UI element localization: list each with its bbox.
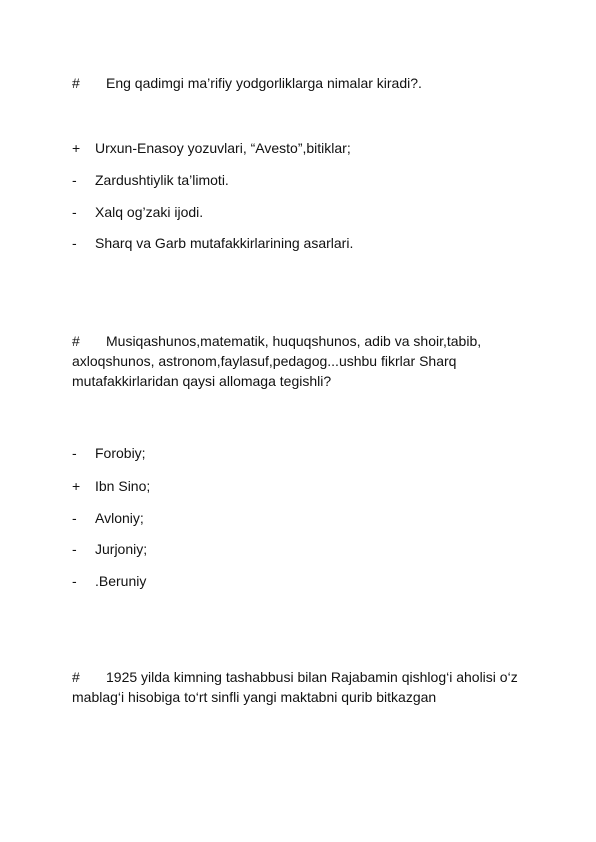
answer-marker: -	[72, 204, 77, 220]
answer-text: .Beruniy	[95, 573, 147, 589]
answer-text: Jurjoniy;	[95, 541, 148, 557]
answer-marker: +	[72, 140, 81, 156]
answer-text: Zardushtiylik ta’limoti.	[95, 172, 229, 188]
answer-option	[72, 443, 522, 463]
answer-option	[72, 202, 522, 222]
answer-text: Ibn Sino;	[95, 478, 151, 494]
question-text: Eng qadimgi ma’rifiy yodgorliklarga nimalar kiradi?.	[106, 75, 422, 91]
answer-option	[72, 539, 522, 559]
question-text: Musiqashunos,matematik, huquqshunos, adib va shoir,tabib, axloqshunos, astronom,faylasuf,pedagog...ushbu fikrlar Sharq mutafakkirlaridan qaysi allomaga tegishli?	[72, 333, 482, 389]
question-2	[72, 331, 522, 391]
answer-marker: -	[72, 541, 77, 557]
answer-marker: -	[72, 172, 77, 188]
answer-text: Avloniy;	[95, 510, 144, 526]
question-text: 1925 yilda kimning tashabbusi bilan Rajabamin qishlog‘i aholisi o‘z mablag‘i hisobiga to‘rt sinfli yangi maktabni qurib bitkazgan	[72, 669, 518, 705]
answer-option	[72, 476, 522, 496]
answer-marker: -	[72, 510, 77, 526]
answer-text: Urxun-Enasoy yozuvlari, “Avesto”,bitiklar;	[95, 140, 351, 156]
question-marker: #	[72, 669, 80, 685]
answer-text: Xalq og’zaki ijodi.	[95, 204, 204, 220]
answer-option	[72, 508, 522, 528]
answer-marker: -	[72, 573, 77, 589]
answer-marker: -	[72, 445, 77, 461]
question-3	[72, 667, 522, 707]
answer-text: Sharq va Garb mutafakkirlarining asarlari.	[95, 235, 354, 251]
answer-marker: +	[72, 478, 81, 494]
question-1	[72, 73, 522, 93]
question-marker: #	[72, 75, 80, 91]
answer-option	[72, 138, 522, 158]
answer-option	[72, 170, 522, 190]
answer-marker: -	[72, 235, 77, 251]
question-marker: #	[72, 333, 80, 349]
answer-option	[72, 233, 522, 253]
answer-option	[72, 571, 522, 591]
answer-text: Forobiy;	[95, 445, 146, 461]
